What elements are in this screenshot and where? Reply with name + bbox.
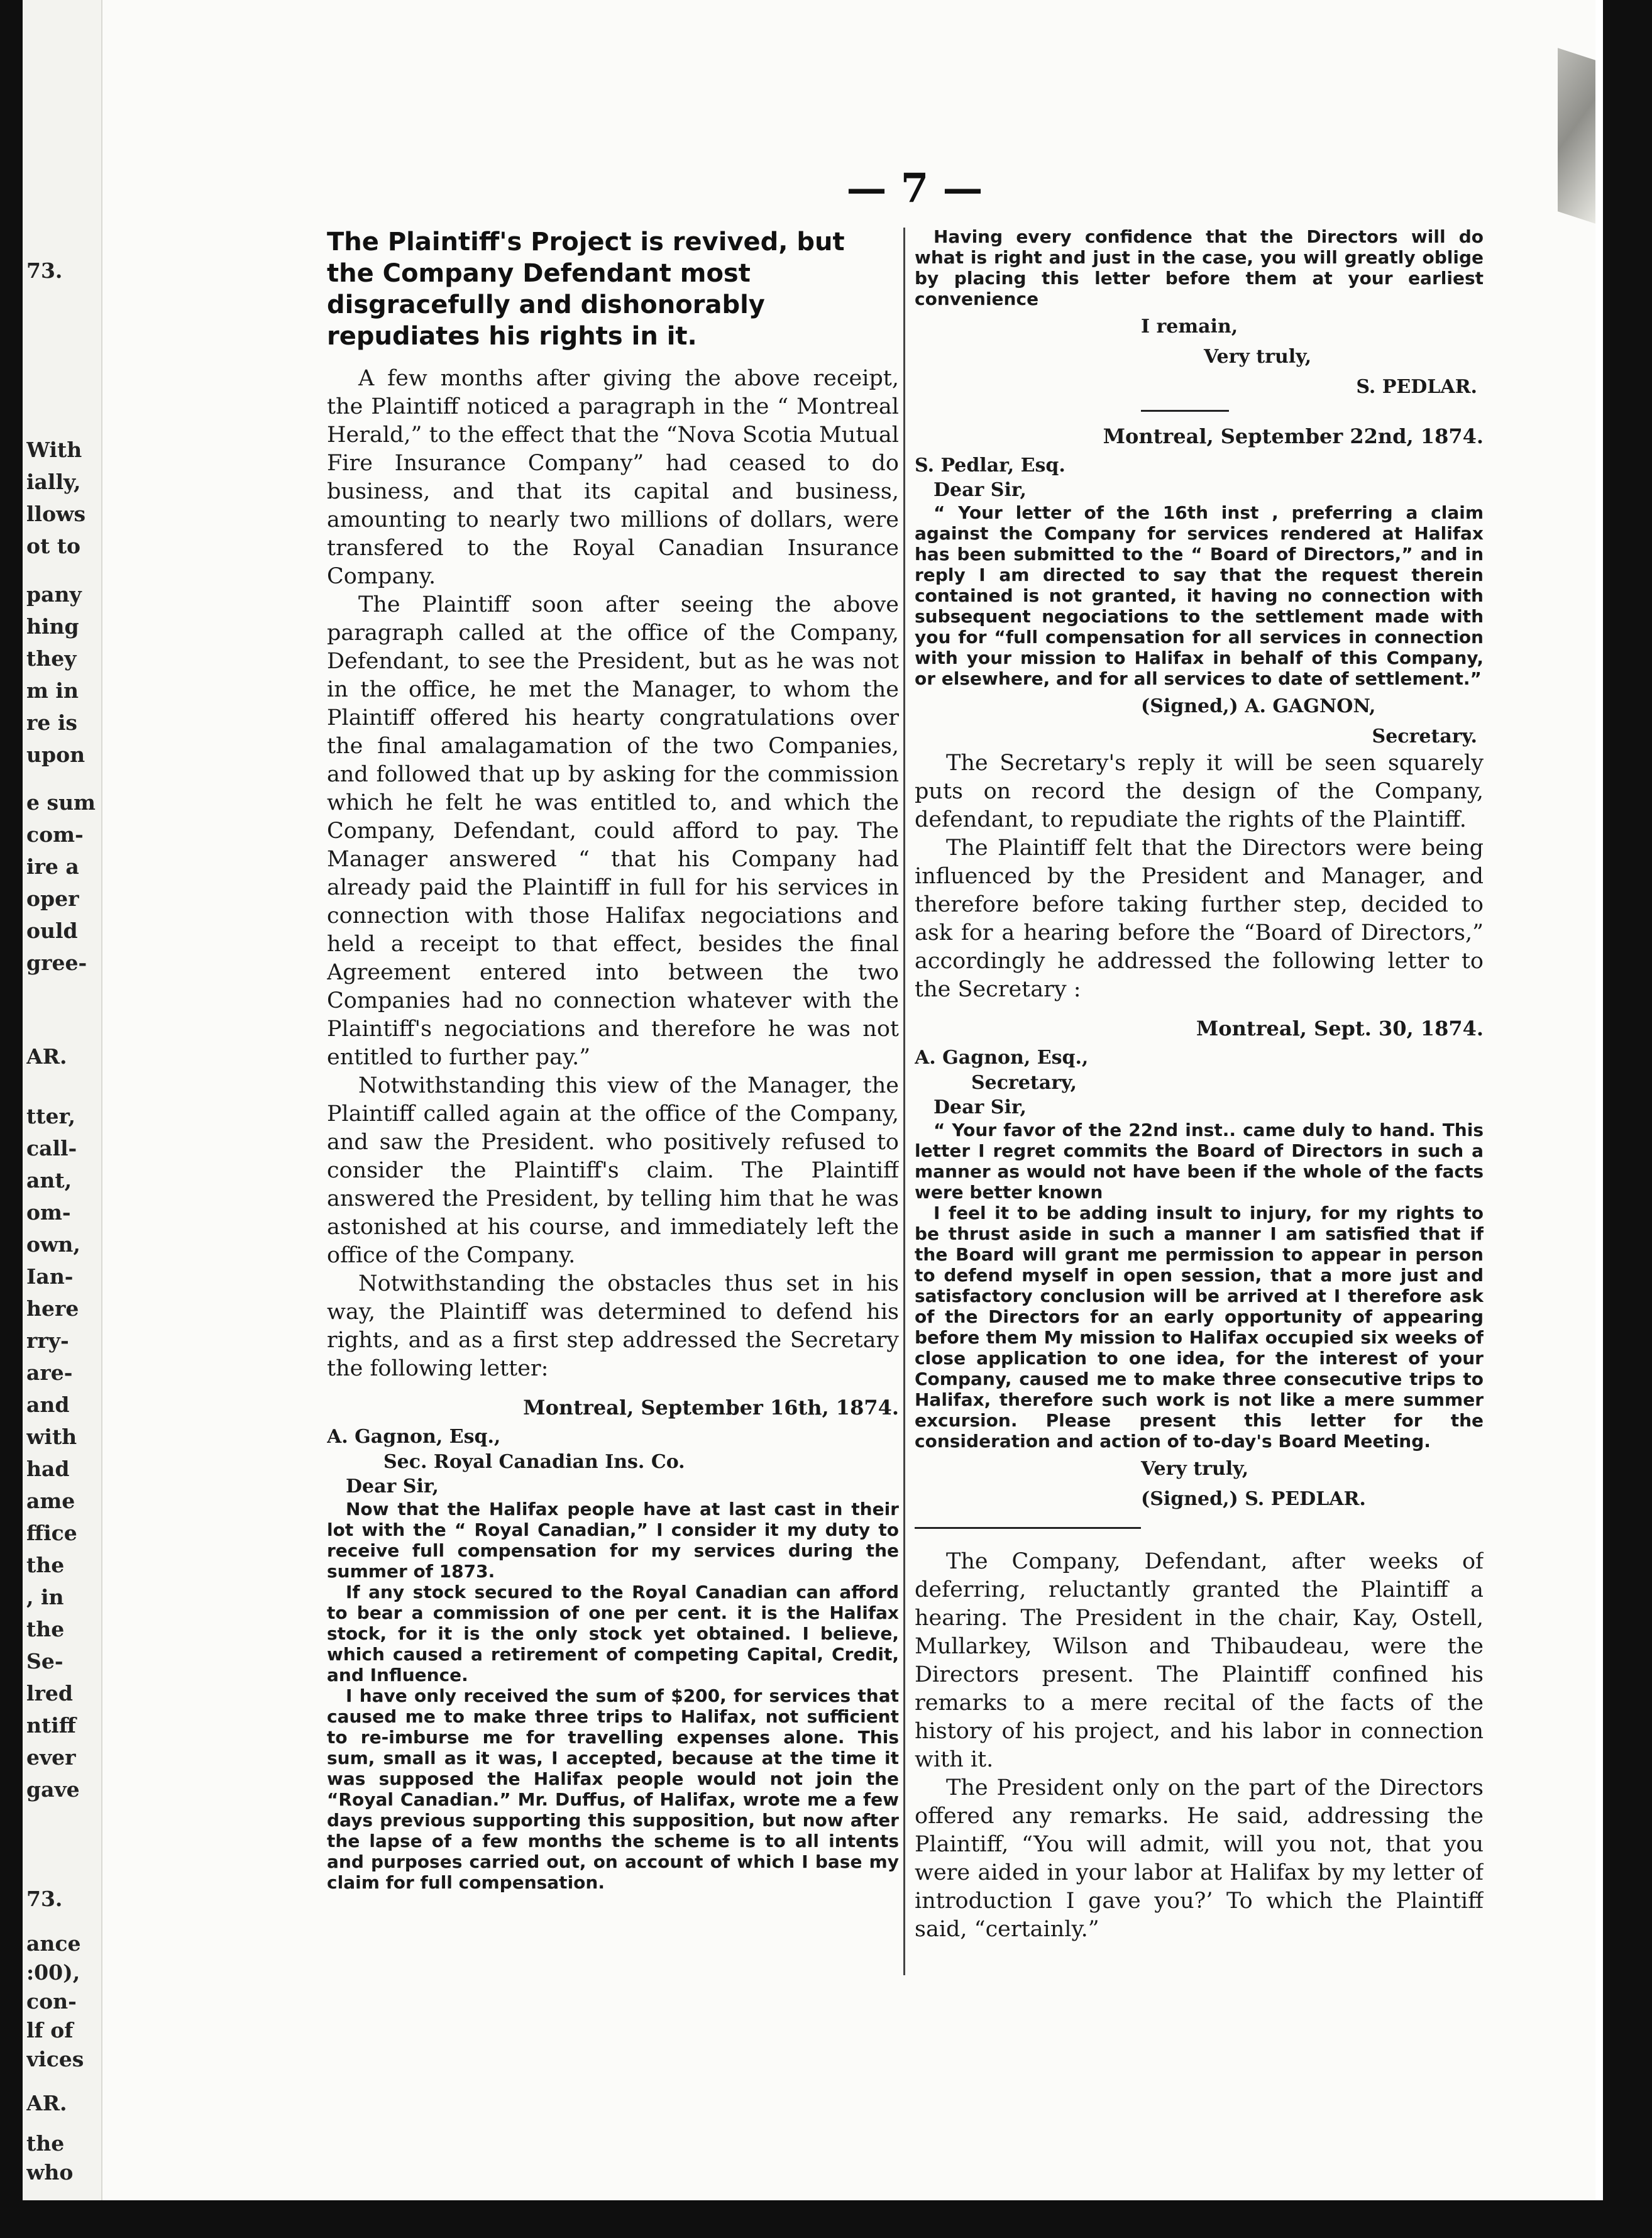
letter-paragraph: I have only received the sum of $200, for services that caused me to make three trips to Halifax, not sufficient to re-imburse me for travelling expenses alone. This sum, small as it was, I accepted, because at the time it was supposed the Halifax people would not join the “Royal Canadian.” Mr. Duffus, of Halifax, wrote me a few days previous supporting this supposition, but now after the lapse of a few months the scheme is to all intents and purposes carried out, on account of which I base my claim for full compensation. [327, 1685, 899, 1893]
letter-salutation: Dear Sir, [933, 1096, 1027, 1118]
previous-page-text-fragment: they [26, 646, 77, 671]
paragraph: Notwithstanding the obstacles thus set in his way, the Plaintiff was determined to defend his rights, and as a first step addressed the Secretary the following letter: [327, 1271, 899, 1381]
paragraph: The Plaintiff soon after seeing the above paragraph called at the office of the Company, Defendant, to see the President, but as he was not in the office, he met the Manager, to whom the Plaintiff offered his hearty congratulations over the final amalagamation of the two Companies, and followed that up by asking for the commission which he felt he was entitled to, and which the Company, Defendant, could afford to pay. The Manager answered “ that his Company had already paid the Plaintiff in full for his services in connection with those Halifax negociations and held a receipt to that effect, besides the final Agreement entered into between the two Companies had no connection whatever with the Plaintiff's negociations and therefore he was not entitled to further pay.” [327, 592, 899, 1070]
previous-page-text-fragment: the [26, 1617, 65, 1641]
paragraph: The Company, Defendant, after weeks of deferring, reluctantly granted the Plaintiff a hearing. The President in the chair, Kay, Ostell, Mullarkey, Wilson and Thibaudeau, were the Directors present. The Plaintiff confined his remarks to a mere recital of the facts of the history of his project, and his labor in connection with it. [915, 1549, 1484, 1772]
letter-paragraph: I feel it to be adding insult to injury, for my rights to be thrust aside in such a manner I am satisfied that if the Board will grant me permission to appear in person to defend myself in open session, that a more just and satisfactory conclusion will be arrived at I therefore ask of the Directors for an early opportunity of appearing before them My mission to Halifax occupied six weeks of close application to one idea, for the interest of your Company, caused me to make three consecutive trips to Halifax, therefore such work is not like a mere summer excursion. Please present this letter for the consideration and action of to-day's Board Meeting. [915, 1203, 1484, 1452]
previous-page-text-fragment: ame [26, 1489, 75, 1513]
previous-page-text-fragment: here [26, 1296, 79, 1321]
previous-page-text-fragment: own, [26, 1232, 80, 1257]
previous-page-text-fragment: oper [26, 886, 79, 911]
letter-signature: A. GAGNON, [1245, 695, 1376, 717]
page-number: — 7 — [846, 165, 983, 212]
previous-page-text-fragment: tter, [26, 1104, 75, 1128]
divider [1141, 410, 1229, 412]
previous-page-text-fragment: AR. [26, 2091, 67, 2115]
letter-signature: S. PEDLAR. [1356, 376, 1477, 398]
previous-page-text-fragment: are- [26, 1360, 73, 1385]
letter-paragraph: “ Your letter of the 16th inst , preferring a claim against the Company for services rendered at Halifax has been submitted to the “ Board of Directors,” and in reply I am directed to say that the request therein contained is not granted, it having no connection with subsequent negociations to the settlement made with you for “full compensation for all services in connection with your mission to Halifax in behalf of this Company, or elsewhere, and for all services to date of settlement.” [915, 502, 1484, 689]
previous-page-text-fragment: Ian- [26, 1264, 74, 1289]
letter-addressee-title: Sec. Royal Canadian Ins. Co. [383, 1451, 685, 1473]
letter-paragraph: “ Your favor of the 22nd inst.. came duly to hand. This letter I regret commits the Board of Directors in such a manner as would not have been if the whole of the facts were better known [915, 1120, 1484, 1203]
letter-salutation: Dear Sir, [933, 479, 1027, 501]
scan-edge-right [1603, 0, 1652, 2238]
letter-addressee: A. Gagnon, Esq., [327, 1426, 501, 1448]
previous-page-text-fragment: ance [26, 1931, 81, 1956]
previous-page-text-fragment: pany [26, 582, 82, 607]
letter-salutation: Dear Sir, [346, 1475, 439, 1497]
previous-page-text-fragment: 73. [26, 1887, 63, 1911]
previous-page-text-fragment: rry- [26, 1328, 69, 1353]
previous-page-text-fragment: ould [26, 918, 78, 943]
previous-page-text-fragment: m in [26, 678, 79, 703]
previous-page-text-fragment: ire a [26, 854, 79, 879]
previous-page-text-fragment: Se- [26, 1649, 63, 1673]
letter-closing: Very truly, [1204, 346, 1312, 368]
previous-page-text-fragment: ever [26, 1745, 76, 1770]
letter-signed [915, 1487, 1484, 1512]
previous-page-text-fragment: ant, [26, 1168, 72, 1193]
letter-date: Montreal, September 22nd, 1874. [1103, 424, 1484, 448]
previous-page-text-fragment: :00), [26, 1960, 80, 1985]
previous-page-text-fragment: , in [26, 1585, 64, 1609]
letter-signed [915, 694, 1484, 719]
letter-paragraph: Having every confidence that the Directors will do what is right and just in the case, you will greatly oblige by placing this letter before them at your earliest convenience [915, 226, 1484, 309]
letter-addressee-title: Secretary, [971, 1072, 1077, 1094]
previous-page-text-fragment: ially, [26, 470, 81, 494]
paragraph: Notwithstanding this view of the Manager, the Plaintiff called again at the office of the Company, and saw the President. who positively refused to consider the Plaintiff's claim. The Plaintiff answered the President, by telling him that he was astonished at his course, and immediately left the office of the Company. [327, 1073, 899, 1268]
previous-page-text-fragment: hing [26, 614, 79, 639]
section-heading: The Plaintiff's Project is revived, but the Company Defendant most disgracefully and dishonorably repudiates his rights in it. [327, 228, 845, 351]
paragraph: A few months after giving the above receipt, the Plaintiff noticed a paragraph in the “ Montreal Herald,” to the effect that the “Nova Scotia Mutual Fire Insurance Company” had ceased to do business, and that its capital and business, amounting to nearly two millions of dollars, were transfered to the Royal Canadian Insurance Company. [327, 366, 899, 589]
divider [915, 1527, 1141, 1529]
signature-title: Secretary. [1372, 725, 1477, 747]
previous-page-text-fragment: had [26, 1457, 70, 1481]
previous-page-text-fragment: and [26, 1392, 70, 1417]
previous-page-text-fragment: with [26, 1425, 77, 1449]
previous-page-text-fragment: com- [26, 822, 84, 847]
scan-edge-bottom [0, 2200, 1652, 2238]
letter-paragraph: If any stock secured to the Royal Canadian can afford to bear a commission of one per cent. it is the Halifax stock, for it is the only stock yet obtained. I believe, which caused a retirement of competing Capital, Credit, and Influence. [327, 1582, 899, 1685]
previous-page-text-fragment: re is [26, 710, 77, 735]
previous-page-margin [23, 0, 102, 2200]
previous-page-text-fragment: om- [26, 1200, 71, 1225]
previous-page-text-fragment: who [26, 2160, 74, 2185]
paragraph: The Secretary's reply it will be seen squarely puts on record the design of the Company, defendant, to repudiate the rights of the Plaintiff. [915, 751, 1484, 832]
letter-closing: I remain, [1141, 316, 1238, 338]
previous-page-text-fragment: call- [26, 1136, 77, 1160]
letter-addressee: A. Gagnon, Esq., [915, 1047, 1089, 1069]
previous-page-text-fragment: the [26, 1553, 65, 1577]
previous-page-text-fragment: e sum [26, 790, 96, 815]
page-corner-fold [1558, 48, 1595, 223]
previous-page-text-fragment: AR. [26, 1044, 67, 1069]
letter-date: Montreal, Sept. 30, 1874. [1196, 1017, 1484, 1040]
letter-paragraph: Now that the Halifax people have at last cast in their lot with the “ Royal Canadian,” I consider it my duty to receive full compensation for my services during the summer of 1873. [327, 1499, 899, 1582]
column-divider [903, 228, 905, 1975]
previous-page-text-fragment: vices [26, 2047, 84, 2071]
letter-date: Montreal, September 16th, 1874. [523, 1396, 899, 1419]
letter-signature: S. PEDLAR. [1245, 1488, 1366, 1510]
previous-page-text-fragment: con- [26, 1989, 77, 2014]
previous-page-text-fragment: 73. [26, 258, 63, 283]
previous-page-text-fragment: gree- [26, 951, 87, 975]
previous-page-text-fragment: ffice [26, 1521, 77, 1545]
previous-page-text-fragment: lf of [26, 2018, 74, 2042]
previous-page-text-fragment: llows [26, 502, 86, 526]
previous-page-text-fragment: ot to [26, 534, 80, 558]
previous-page-text-fragment: upon [26, 742, 85, 767]
letter-closing: Very truly, [1141, 1458, 1249, 1480]
previous-page-text-fragment: lred [26, 1681, 73, 1706]
previous-page-text-fragment: With [26, 438, 82, 462]
paragraph: The President only on the part of the Directors offered any remarks. He said, addressing the Plaintiff, “You will admit, will you not, that you were aided in your labor at Halifax by my letter of introduction I gave you?’ To which the Plaintiff said, “certainly.” [915, 1775, 1484, 1942]
paragraph: The Plaintiff felt that the Directors were being influenced by the President and Manager, and therefore before taking further step, decided to ask for a hearing before the “Board of Directors,” accordingly he addressed the following letter to the Secretary : [915, 835, 1484, 1002]
letter-addressee: S. Pedlar, Esq. [915, 455, 1066, 477]
right-column [915, 226, 1484, 2087]
signed-label: (Signed,) [1141, 695, 1238, 717]
previous-page-text-fragment: the [26, 2131, 65, 2156]
signed-label: (Signed,) [1141, 1488, 1238, 1510]
left-column [327, 226, 899, 2087]
previous-page-text-fragment: ntiff [26, 1713, 76, 1738]
previous-page-text-fragment: gave [26, 1777, 80, 1802]
scan-edge-left [0, 0, 23, 2238]
